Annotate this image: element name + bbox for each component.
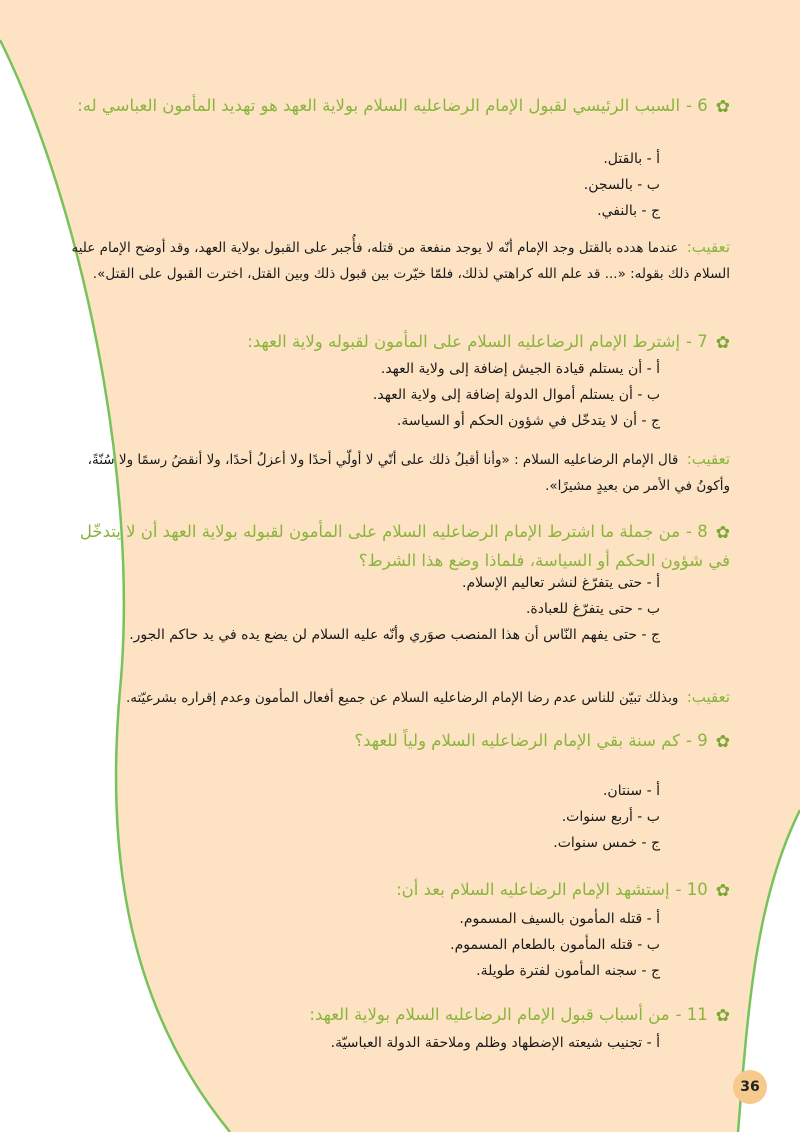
question-text: من جملة ما اشترط الإمام الرضاعليه السلام على المأمون لقبوله بولاية العهد أن لا يتدخّل في شؤون الحكم أو السياسة، فلماذا وضع هذا الشرط؟ bbox=[79, 522, 730, 570]
question-number: 10 - bbox=[675, 880, 708, 899]
question-7-options bbox=[80, 356, 660, 434]
option-a: أ - تجنيب شيعته الإضطهاد وظلم وملاحقة الدولة العباسيّة. bbox=[330, 1035, 660, 1051]
option-b: ب - حتى يتفرّغ للعبادة. bbox=[525, 601, 660, 617]
option-c: ج - سجنه المأمون لفترة طويلة. bbox=[476, 963, 660, 979]
option-c: ج - خمس سنوات. bbox=[553, 835, 660, 851]
option-a: أ - أن يستلم قيادة الجيش إضافة إلى ولاية العهد. bbox=[380, 361, 660, 377]
question-11-options bbox=[80, 1030, 660, 1056]
question-text: كم سنة بقي الإمام الرضاعليه السلام ولياً للعهد؟ bbox=[354, 731, 681, 750]
question-number: 7 - bbox=[686, 332, 708, 351]
page-number-badge: 36 bbox=[733, 1070, 767, 1104]
question-text: من أسباب قبول الإمام الرضاعليه السلام بولاية العهد: bbox=[309, 1005, 670, 1024]
comment-label: تعقيب: bbox=[686, 238, 730, 256]
option-c: ج - بالنفي. bbox=[597, 203, 660, 219]
question-text: السبب الرئيسي لقبول الإمام الرضاعليه السلام بولاية العهد هو تهديد المأمون العباسي له: bbox=[77, 96, 681, 115]
flower-icon: ✿ bbox=[715, 881, 730, 901]
flower-icon: ✿ bbox=[715, 333, 730, 353]
question-7-comment bbox=[70, 446, 730, 499]
comment-text: عندما هدده بالقتل وجد الإمام أنّه لا يوجد منفعة من قتله، فأُجبر على القبول بولاية العهد، وقد أوضح الإمام عليه السلام ذلك بقوله: «... قد علم الله كراهتي لذلك، فلمّا خيّرت بين قبول ذلك وبين القتل، اخترت القبول على القتل». bbox=[71, 240, 730, 282]
option-b: ب - أن يستلم أموال الدولة إضافة إلى ولاية العهد. bbox=[372, 387, 660, 403]
question-10-heading bbox=[70, 876, 730, 905]
comment-label: تعقيب: bbox=[686, 450, 730, 468]
question-8-options bbox=[80, 570, 660, 648]
flower-icon: ✿ bbox=[715, 523, 730, 543]
flower-icon: ✿ bbox=[715, 1006, 730, 1026]
question-8-comment bbox=[70, 684, 730, 711]
comment-label: تعقيب: bbox=[686, 688, 730, 706]
option-b: ب - قتله المأمون بالطعام المسموم. bbox=[450, 937, 660, 953]
question-6-comment bbox=[70, 234, 730, 287]
option-a: أ - سنتان. bbox=[602, 783, 660, 799]
comment-text: وبذلك تبيّن للناس عدم رضا الإمام الرضاعليه السلام عن جميع أفعال المأمون وعدم إقراره بشرعيّته. bbox=[125, 690, 679, 706]
option-a: أ - بالقتل. bbox=[603, 151, 660, 167]
question-10-options bbox=[80, 906, 660, 984]
question-6-heading bbox=[70, 92, 730, 121]
question-9-heading bbox=[70, 727, 730, 756]
comment-text: قال الإمام الرضاعليه السلام : «وأنا أقبلُ ذلك على أنّي لا أولّي أحدًا ولا أعزلُ أحدًا، ولا أنقضُ رسمًا ولا سُنّةً، وأكونُ في الأمر من بعيدٍ مشيرًا». bbox=[87, 452, 730, 494]
flower-icon: ✿ bbox=[715, 732, 730, 752]
flower-icon: ✿ bbox=[715, 97, 730, 117]
question-text: إشترط الإمام الرضاعليه السلام على المأمون لقبوله ولاية العهد: bbox=[247, 332, 681, 351]
question-8-heading bbox=[70, 518, 730, 574]
option-b: ب - بالسجن. bbox=[583, 177, 660, 193]
question-7-heading bbox=[70, 328, 730, 357]
question-number: 11 - bbox=[675, 1005, 708, 1024]
option-b: ب - أربع سنوات. bbox=[561, 809, 660, 825]
option-c: ج - حتى يفهم النّاس أن هذا المنصب صوَري وأنّه عليه السلام لن يضع يده في يد حاكم الجور. bbox=[129, 627, 660, 643]
question-6-options bbox=[80, 146, 660, 224]
question-9-options bbox=[80, 778, 660, 856]
question-number: 8 - bbox=[686, 522, 708, 541]
option-c: ج - أن لا يتدخّل في شؤون الحكم أو السياسة. bbox=[396, 413, 660, 429]
question-number: 9 - bbox=[686, 731, 708, 750]
question-11-heading bbox=[70, 1001, 730, 1030]
option-a: أ - حتى يتفرّغ لنشر تعاليم الإسلام. bbox=[462, 575, 660, 591]
option-a: أ - قتله المأمون بالسيف المسموم. bbox=[459, 911, 660, 927]
question-number: 6 - bbox=[686, 96, 708, 115]
question-text: إستشهد الإمام الرضاعليه السلام بعد أن: bbox=[396, 880, 670, 899]
